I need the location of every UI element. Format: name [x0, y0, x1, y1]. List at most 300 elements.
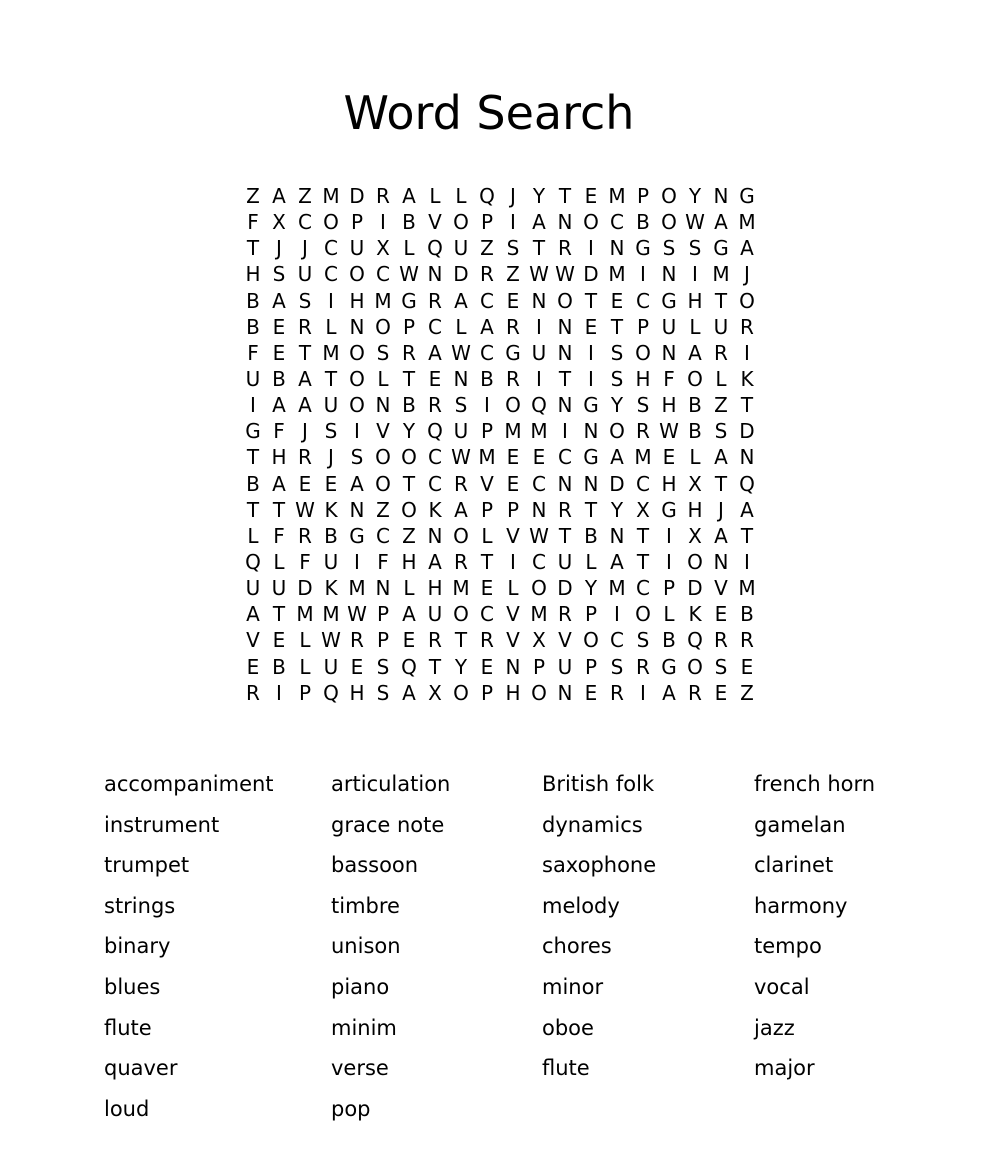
grid-row	[240, 340, 760, 366]
grid-letter: T	[714, 471, 728, 496]
letter-grid	[240, 183, 760, 706]
word-list-item: blues	[104, 974, 161, 999]
grid-letter: W	[529, 262, 549, 287]
grid-letter: T	[714, 288, 728, 313]
grid-letter: N	[609, 523, 625, 548]
grid-letter: G	[635, 236, 651, 261]
grid-letter: P	[636, 184, 650, 208]
grid-letter: O	[453, 680, 469, 705]
grid-letter: Z	[714, 393, 728, 418]
grid-letter: I	[354, 419, 360, 444]
grid-letter: T	[636, 523, 650, 548]
grid-letter: E	[532, 445, 546, 470]
grid-row	[240, 314, 760, 340]
grid-letter: B	[246, 314, 260, 339]
word-list-item: jazz	[754, 1015, 795, 1040]
grid-letter: R	[428, 288, 442, 313]
grid-letter: I	[484, 393, 490, 418]
grid-letter: K	[324, 497, 338, 522]
grid-letter: I	[536, 366, 542, 391]
grid-row	[240, 235, 760, 261]
grid-letter: N	[713, 549, 729, 574]
grid-letter: S	[272, 262, 286, 287]
grid-letter: X	[636, 497, 650, 522]
grid-letter: G	[505, 340, 521, 365]
grid-letter: S	[376, 680, 390, 705]
grid-letter: T	[610, 314, 624, 339]
grid-letter: P	[636, 314, 650, 339]
grid-letter: Y	[610, 393, 624, 418]
grid-letter: J	[302, 419, 308, 444]
grid-letter: I	[666, 523, 672, 548]
grid-letter: M	[608, 184, 626, 208]
word-list-item: articulation	[331, 772, 451, 796]
grid-letter: N	[557, 210, 573, 235]
grid-letter: D	[349, 184, 365, 208]
grid-letter: E	[506, 288, 520, 313]
grid-letter: F	[663, 366, 675, 391]
grid-letter: L	[507, 576, 519, 601]
grid-letter: C	[298, 210, 312, 235]
grid-letter: T	[246, 445, 260, 470]
grid-letter: U	[349, 236, 365, 261]
grid-letter: A	[402, 602, 416, 627]
grid-letter: N	[661, 262, 677, 287]
grid-letter: U	[713, 314, 729, 339]
grid-letter: H	[349, 680, 365, 705]
grid-letter: S	[636, 628, 650, 653]
grid-letter: N	[427, 262, 443, 287]
grid-letter: N	[349, 314, 365, 339]
grid-letter: B	[584, 523, 598, 548]
grid-letter: E	[272, 314, 286, 339]
grid-letter: A	[272, 393, 286, 418]
grid-letter: K	[428, 497, 442, 522]
grid-letter: T	[246, 497, 260, 522]
grid-letter: S	[324, 419, 338, 444]
grid-letter: W	[529, 523, 549, 548]
grid-letter: B	[740, 602, 754, 627]
grid-letter: V	[506, 602, 520, 627]
grid-letter: R	[636, 654, 650, 679]
grid-letter: R	[714, 628, 728, 653]
grid-letter: D	[297, 576, 313, 601]
grid-letter: Y	[454, 654, 468, 679]
grid-letter: I	[510, 210, 516, 235]
grid-letter: A	[714, 523, 728, 548]
grid-letter: U	[531, 340, 547, 365]
grid-letter: O	[349, 366, 365, 391]
grid-letter: I	[666, 549, 672, 574]
word-list-item: binary	[104, 934, 171, 959]
grid-letter: M	[530, 419, 548, 444]
grid-letter: T	[636, 549, 650, 574]
grid-letter: O	[531, 576, 547, 601]
grid-letter: B	[402, 210, 416, 235]
grid-letter: S	[506, 236, 520, 261]
grid-letter: C	[324, 236, 338, 261]
grid-letter: B	[688, 419, 702, 444]
grid-letter: S	[610, 366, 624, 391]
grid-letter: I	[328, 288, 334, 313]
grid-letter: P	[480, 497, 494, 522]
grid-letter: V	[558, 628, 572, 653]
grid-letter: G	[661, 654, 677, 679]
grid-letter: A	[428, 340, 442, 365]
grid-letter: L	[429, 184, 441, 208]
grid-letter: E	[298, 471, 312, 496]
grid-letter: P	[376, 602, 390, 627]
grid-letter: W	[399, 262, 419, 287]
word-list-item: unison	[331, 934, 401, 959]
grid-letter: W	[347, 602, 367, 627]
grid-letter: L	[481, 523, 493, 548]
word-list-item: clarinet	[754, 853, 834, 878]
grid-letter: R	[376, 184, 390, 208]
grid-letter: O	[453, 210, 469, 235]
grid-letter: L	[299, 628, 311, 653]
grid-letter: F	[273, 419, 285, 444]
grid-letter: G	[245, 419, 261, 444]
grid-row	[240, 549, 760, 575]
grid-letter: O	[323, 210, 339, 235]
grid-letter: H	[687, 497, 703, 522]
grid-letter: S	[610, 340, 624, 365]
grid-letter: S	[376, 654, 390, 679]
grid-letter: L	[377, 366, 389, 391]
grid-letter: O	[531, 680, 547, 705]
grid-letter: A	[454, 288, 468, 313]
grid-letter: S	[688, 236, 702, 261]
word-list-item: pop	[331, 1096, 371, 1121]
grid-letter: L	[455, 184, 467, 208]
grid-letter: T	[324, 366, 338, 391]
word-list-item: french horn	[754, 772, 876, 796]
grid-letter: S	[350, 445, 364, 470]
grid-letter: E	[584, 314, 598, 339]
grid-row	[240, 654, 760, 680]
grid-letter: S	[298, 288, 312, 313]
grid-letter: B	[688, 393, 702, 418]
grid-letter: D	[453, 262, 469, 287]
grid-letter: S	[636, 393, 650, 418]
grid-letter: K	[740, 366, 754, 391]
grid-letter: O	[349, 262, 365, 287]
word-column-3	[542, 765, 656, 1090]
grid-letter: A	[714, 445, 728, 470]
grid-letter: R	[350, 628, 364, 653]
grid-letter: N	[557, 340, 573, 365]
grid-letter: G	[583, 445, 599, 470]
grid-letter: N	[375, 576, 391, 601]
word-list-item: accompaniment	[104, 772, 274, 796]
grid-letter: U	[557, 549, 573, 574]
grid-letter: X	[428, 680, 442, 705]
word-column-1	[104, 765, 274, 1130]
grid-letter: A	[272, 288, 286, 313]
grid-letter: L	[403, 236, 415, 261]
word-list-item: piano	[331, 974, 390, 999]
grid-letter: V	[506, 523, 520, 548]
grid-letter: C	[532, 549, 546, 574]
word-list-item: minor	[542, 974, 604, 999]
grid-letter: O	[635, 340, 651, 365]
grid-letter: K	[688, 602, 702, 627]
grid-letter: V	[376, 419, 390, 444]
grid-letter: O	[635, 602, 651, 627]
grid-letter: E	[662, 445, 676, 470]
grid-letter: T	[558, 366, 572, 391]
grid-letter: N	[557, 393, 573, 418]
grid-letter: A	[402, 680, 416, 705]
grid-letter: S	[714, 419, 728, 444]
grid-letter: R	[558, 497, 572, 522]
grid-letter: X	[688, 471, 702, 496]
grid-letter: U	[661, 314, 677, 339]
grid-letter: J	[328, 445, 334, 470]
word-list-item: loud	[104, 1096, 150, 1121]
grid-letter: V	[506, 628, 520, 653]
grid-letter: L	[689, 314, 701, 339]
grid-letter: E	[584, 184, 598, 208]
grid-letter: M	[738, 210, 756, 235]
grid-letter: R	[454, 471, 468, 496]
grid-letter: D	[609, 471, 625, 496]
grid-letter: Z	[480, 236, 494, 261]
grid-row	[240, 627, 760, 653]
grid-letter: P	[480, 680, 494, 705]
grid-letter: T	[532, 236, 546, 261]
grid-letter: C	[480, 288, 494, 313]
grid-row	[240, 471, 760, 497]
grid-letter: W	[295, 497, 315, 522]
grid-letter: T	[298, 340, 312, 365]
grid-letter: M	[322, 184, 340, 208]
grid-letter: A	[428, 549, 442, 574]
grid-letter: T	[558, 184, 572, 208]
grid-letter: C	[376, 262, 390, 287]
grid-row	[240, 392, 760, 418]
grid-letter: L	[663, 602, 675, 627]
grid-letter: D	[687, 576, 703, 601]
grid-letter: M	[634, 445, 652, 470]
grid-letter: O	[453, 602, 469, 627]
grid-letter: K	[324, 576, 338, 601]
grid-letter: L	[715, 366, 727, 391]
grid-letter: L	[455, 314, 467, 339]
grid-letter: L	[585, 549, 597, 574]
grid-letter: Z	[298, 184, 312, 208]
grid-letter: E	[714, 602, 728, 627]
grid-letter: I	[562, 419, 568, 444]
grid-letter: Y	[402, 419, 416, 444]
grid-letter: H	[245, 262, 261, 287]
grid-letter: E	[324, 471, 338, 496]
grid-letter: R	[740, 628, 754, 653]
grid-letter: U	[427, 602, 443, 627]
grid-letter: S	[376, 340, 390, 365]
grid-letter: J	[744, 262, 750, 287]
grid-row	[240, 261, 760, 287]
grid-letter: V	[480, 471, 494, 496]
grid-letter: N	[531, 497, 547, 522]
grid-letter: B	[246, 471, 260, 496]
grid-letter: E	[402, 628, 416, 653]
grid-letter: C	[480, 340, 494, 365]
grid-letter: I	[588, 366, 594, 391]
grid-letter: H	[661, 471, 677, 496]
grid-letter: V	[714, 576, 728, 601]
grid-letter: R	[714, 340, 728, 365]
grid-letter: M	[608, 262, 626, 287]
grid-letter: O	[349, 340, 365, 365]
grid-letter: A	[298, 393, 312, 418]
grid-letter: T	[428, 654, 442, 679]
grid-letter: N	[609, 236, 625, 261]
grid-letter: T	[558, 523, 572, 548]
grid-letter: G	[349, 523, 365, 548]
grid-letter: O	[375, 314, 391, 339]
grid-letter: U	[453, 236, 469, 261]
grid-row	[240, 418, 760, 444]
grid-letter: U	[297, 262, 313, 287]
grid-letter: M	[738, 576, 756, 601]
grid-letter: R	[506, 366, 520, 391]
grid-letter: R	[246, 680, 260, 705]
grid-letter: A	[662, 680, 676, 705]
grid-letter: O	[375, 445, 391, 470]
grid-letter: J	[718, 497, 724, 522]
grid-letter: Z	[740, 680, 754, 705]
grid-letter: X	[376, 236, 390, 261]
grid-letter: R	[558, 602, 572, 627]
grid-letter: O	[687, 366, 703, 391]
grid-letter: B	[662, 628, 676, 653]
grid-letter: O	[687, 549, 703, 574]
grid-letter: S	[714, 654, 728, 679]
grid-letter: Z	[246, 184, 260, 208]
grid-letter: R	[480, 628, 494, 653]
grid-letter: G	[661, 288, 677, 313]
word-list-item: instrument	[104, 812, 220, 837]
grid-letter: L	[403, 576, 415, 601]
grid-letter: C	[532, 471, 546, 496]
word-list-item: flute	[104, 1015, 152, 1040]
grid-letter: F	[247, 210, 259, 235]
word-list-item: verse	[331, 1056, 389, 1081]
grid-row	[240, 366, 760, 392]
word-column-4	[754, 765, 875, 1090]
grid-letter: E	[350, 654, 364, 679]
grid-letter: R	[480, 262, 494, 287]
grid-letter: Y	[584, 576, 598, 601]
grid-letter: E	[428, 366, 442, 391]
grid-letter: A	[402, 184, 416, 208]
grid-letter: I	[250, 393, 256, 418]
grid-letter: U	[271, 576, 287, 601]
grid-letter: P	[662, 576, 676, 601]
grid-letter: E	[584, 680, 598, 705]
grid-letter: H	[661, 393, 677, 418]
grid-letter: U	[323, 393, 339, 418]
grid-letter: A	[688, 340, 702, 365]
grid-row	[240, 183, 760, 209]
grid-letter: N	[427, 523, 443, 548]
grid-letter: I	[536, 314, 542, 339]
grid-letter: S	[610, 654, 624, 679]
grid-letter: R	[506, 314, 520, 339]
grid-letter: N	[583, 419, 599, 444]
grid-letter: W	[451, 340, 471, 365]
grid-letter: D	[583, 262, 599, 287]
grid-letter: T	[480, 549, 494, 574]
grid-letter: O	[661, 210, 677, 235]
grid-letter: R	[454, 549, 468, 574]
grid-letter: A	[610, 549, 624, 574]
grid-letter: E	[714, 680, 728, 705]
grid-letter: B	[324, 523, 338, 548]
grid-letter: N	[713, 184, 729, 208]
grid-letter: O	[687, 654, 703, 679]
grid-row	[240, 680, 760, 706]
grid-letter: P	[584, 602, 598, 627]
grid-letter: A	[246, 602, 260, 627]
grid-letter: Q	[427, 419, 443, 444]
grid-letter: C	[610, 628, 624, 653]
grid-letter: E	[246, 654, 260, 679]
grid-letter: T	[454, 628, 468, 653]
grid-letter: Q	[531, 393, 547, 418]
grid-letter: F	[273, 523, 285, 548]
grid-letter: H	[349, 288, 365, 313]
grid-letter: U	[245, 366, 261, 391]
grid-letter: C	[480, 602, 494, 627]
grid-letter: P	[480, 419, 494, 444]
grid-letter: O	[661, 184, 677, 208]
grid-letter: W	[685, 210, 705, 235]
grid-row	[240, 444, 760, 470]
grid-letter: P	[480, 210, 494, 235]
grid-letter: E	[272, 340, 286, 365]
grid-letter: M	[530, 602, 548, 627]
grid-letter: A	[298, 366, 312, 391]
grid-letter: N	[661, 340, 677, 365]
grid-letter: R	[688, 680, 702, 705]
grid-letter: D	[557, 576, 573, 601]
grid-letter: L	[325, 314, 337, 339]
grid-row	[240, 601, 760, 627]
grid-letter: B	[402, 393, 416, 418]
grid-letter: E	[610, 288, 624, 313]
grid-letter: N	[531, 288, 547, 313]
word-list-item: grace note	[331, 812, 445, 837]
grid-letter: I	[588, 340, 594, 365]
grid-letter: R	[428, 393, 442, 418]
grid-letter: I	[380, 210, 386, 235]
word-list-item: major	[754, 1056, 815, 1081]
grid-letter: R	[636, 419, 650, 444]
grid-letter: S	[454, 393, 468, 418]
grid-letter: N	[375, 393, 391, 418]
grid-letter: R	[558, 236, 572, 261]
grid-letter: R	[428, 628, 442, 653]
grid-letter: L	[689, 445, 701, 470]
grid-letter: F	[299, 549, 311, 574]
grid-letter: T	[272, 602, 286, 627]
grid-letter: I	[614, 602, 620, 627]
grid-letter: R	[740, 314, 754, 339]
grid-letter: J	[302, 236, 308, 261]
